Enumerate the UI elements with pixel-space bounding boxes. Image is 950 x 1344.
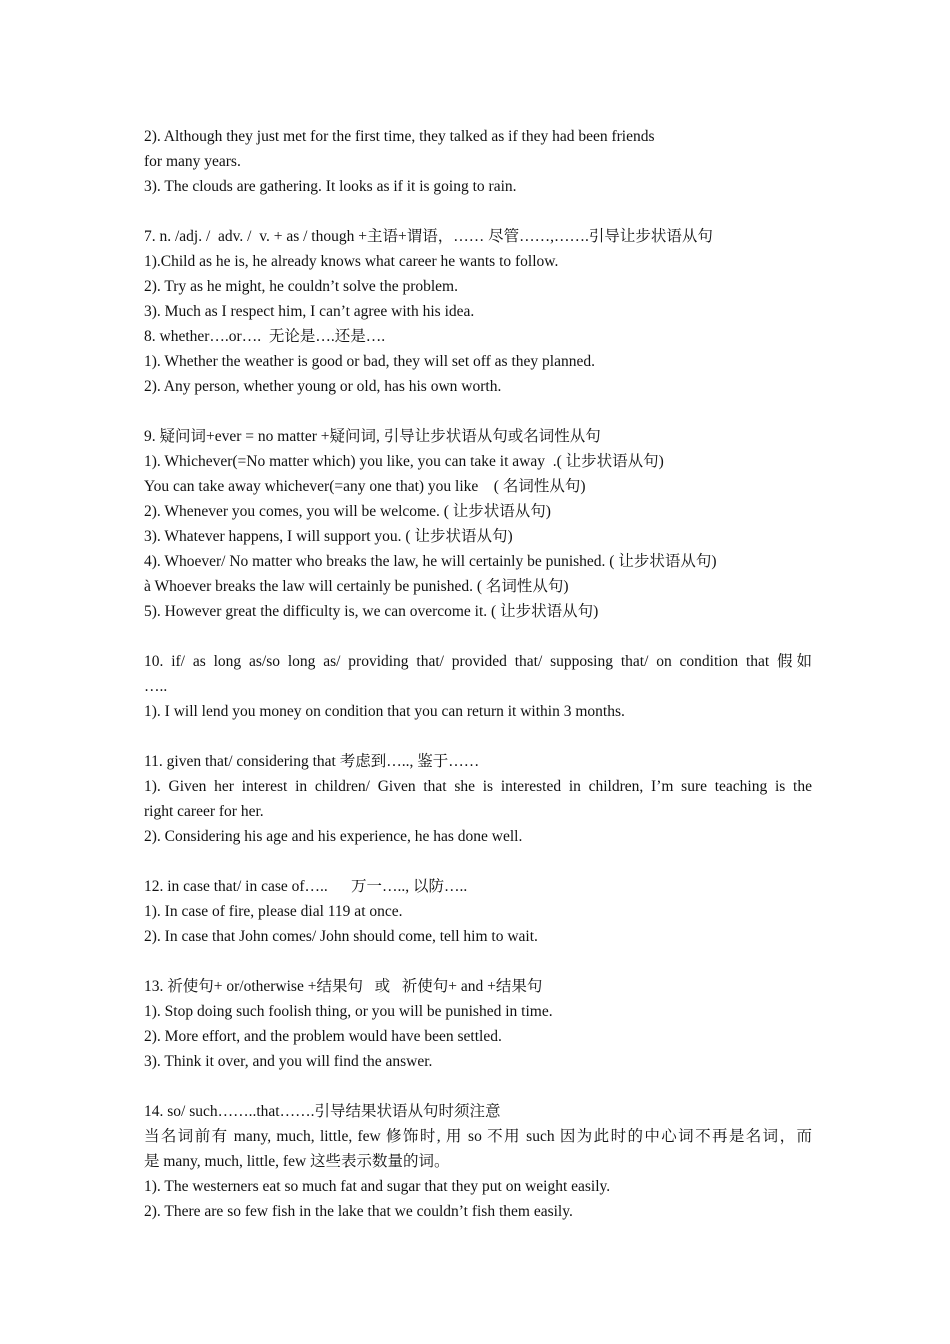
text-line: 3). Think it over, and you will find the answer. [144,1053,433,1070]
blank-line [144,849,812,874]
text-line: 3). Whatever happens, I will support you. ( 让步状语从句) [144,528,513,545]
text-line: 3). The clouds are gathering. It looks as if it is going to rain. [144,178,517,195]
text-line: 5). However great the difficulty is, we can overcome it. ( 让步状语从句) [144,603,599,620]
blank-line [144,1074,812,1099]
text-line: 2). In case that John comes/ John should come, tell him to wait. [144,928,538,945]
text-line: ….. [144,678,168,695]
section-heading: 12. in case that/ in case of….. 万一….., 以防….. [144,878,468,895]
text-line: 1). In case of fire, please dial 119 at once. [144,903,403,920]
text-line: 2). Try as he might, he couldn’t solve the problem. [144,278,458,295]
text-line: 1). Stop doing such foolish thing, or you will be punished in time. [144,1003,553,1020]
section-heading: 10. if/ as long as/so long as/ providing that/ provided that/ supposing that/ on condition that 假如 [144,653,812,670]
text-line: 2). Considering his age and his experience, he has done well. [144,828,523,845]
blank-line [144,199,812,224]
text-line: 当名词前有 many, much, little, few 修饰时, 用 so 不用 such 因为此时的中心词不再是名词，而 [144,1128,812,1145]
blank-line [144,949,812,974]
text-line: 1).Child as he is, he already knows what career he wants to follow. [144,253,559,270]
text-line: 是 many, much, little, few 这些表示数量的词。 [144,1153,450,1170]
text-line: for many years. [144,153,241,170]
section-heading: 9. 疑问词+ever = no matter +疑问词, 引导让步状语从句或名词性从句 [144,428,601,445]
section-heading: 14. so/ such……..that…….引导结果状语从句时须注意 [144,1103,501,1120]
blank-line [144,399,812,424]
text-line: 1). Given her interest in children/ Given that she is interested in children, I’m sure teaching is the [144,778,812,795]
text-line: 4). Whoever/ No matter who breaks the law, he will certainly be punished. ( 让步状语从句) [144,553,717,570]
text-line: right career for her. [144,803,264,820]
text-line: à Whoever breaks the law will certainly be punished. ( 名词性从句) [144,578,569,595]
text-line: 2). Although they just met for the first time, they talked as if they had been friends [144,128,655,145]
text-line: 2). There are so few fish in the lake that we couldn’t fish them easily. [144,1203,573,1220]
blank-line [144,724,812,749]
section-heading: 7. n. /adj. / adv. / v. + as / though +主语+谓语，…… 尽管……,…….引导让步状语从句 [144,228,713,245]
text-line: 1). The westerners eat so much fat and sugar that they put on weight easily. [144,1178,611,1195]
text-line: 2). Any person, whether young or old, has his own worth. [144,378,502,395]
text-line: 3). Much as I respect him, I can’t agree with his idea. [144,303,475,320]
document-page [144,124,812,1224]
text-line: 1). Whichever(=No matter which) you like, you can take it away .( 让步状语从句) [144,453,664,470]
blank-line [144,624,812,649]
text-line: 2). More effort, and the problem would have been settled. [144,1028,502,1045]
section-heading: 13. 祈使句+ or/otherwise +结果句 或 祈使句+ and +结果句 [144,978,543,995]
text-line: 1). I will lend you money on condition that you can return it within 3 months. [144,703,625,720]
section-heading: 11. given that/ considering that 考虑到….., 鉴于…… [144,753,480,770]
text-line: 2). Whenever you comes, you will be welcome. ( 让步状语从句) [144,503,551,520]
text-line: You can take away whichever(=any one that) you like ( 名词性从句) [144,478,586,495]
section-heading: 8. whether….or…. 无论是….还是…. [144,328,386,345]
text-line: 1). Whether the weather is good or bad, they will set off as they planned. [144,353,595,370]
